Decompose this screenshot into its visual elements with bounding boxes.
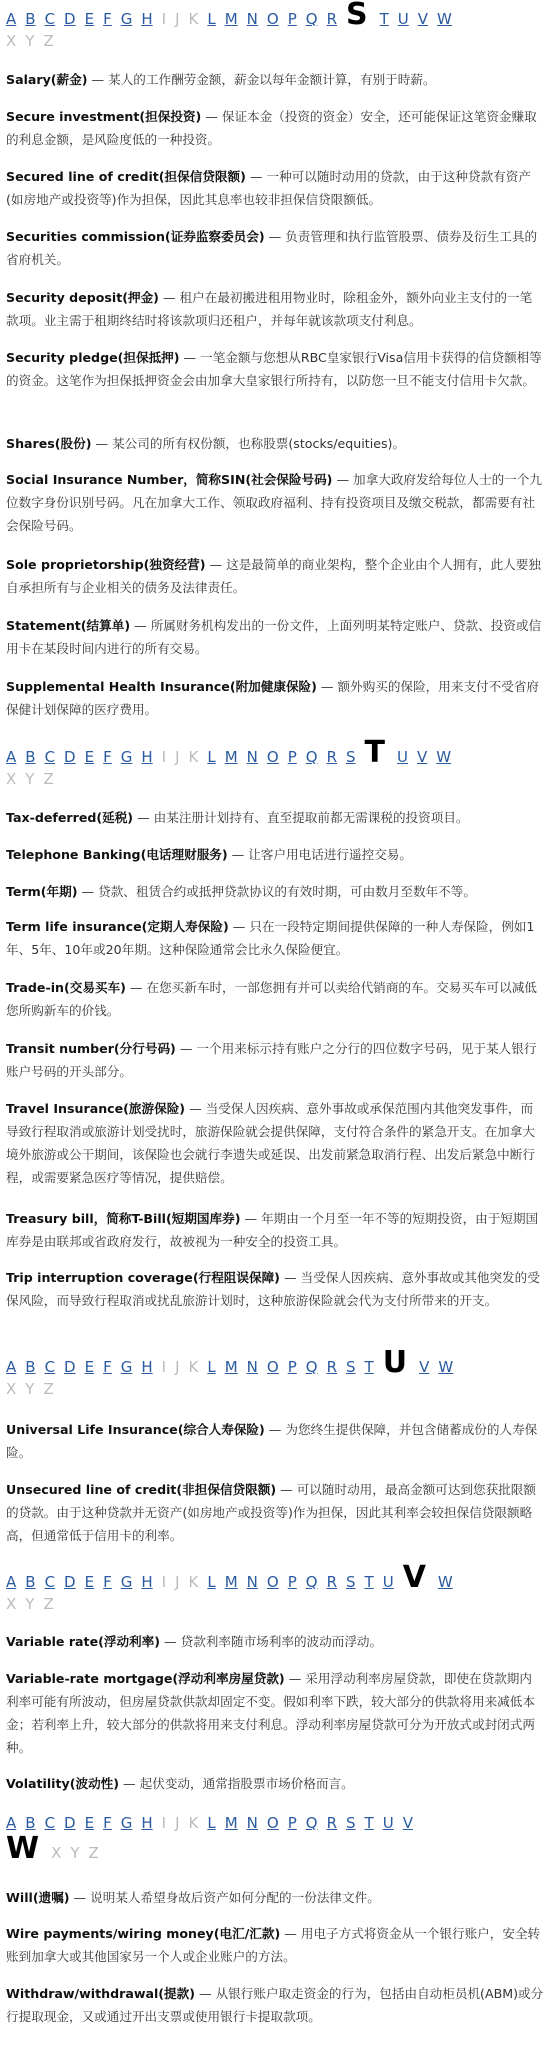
glossary-entry bbox=[6, 1266, 544, 1312]
nav-letter-p[interactable]: P bbox=[287, 748, 297, 766]
nav-letter-h[interactable]: H bbox=[141, 748, 153, 766]
nav-letter-p[interactable]: P bbox=[287, 1358, 297, 1376]
nav-letter-m[interactable]: M bbox=[224, 10, 238, 28]
entry-term: Trade-in(交易买车) bbox=[6, 980, 126, 995]
entry-term: Shares(股份) bbox=[6, 436, 92, 451]
nav-letter-k: K bbox=[188, 1573, 199, 1591]
nav-letter-c[interactable]: C bbox=[44, 1814, 56, 1832]
current-letter-t: T bbox=[364, 735, 386, 770]
nav-letter-o[interactable]: O bbox=[266, 10, 279, 28]
nav-letter-z: Z bbox=[43, 1380, 54, 1398]
alphabet-line-1 bbox=[6, 1812, 546, 1834]
glossary-entry bbox=[6, 432, 544, 455]
nav-letter-u[interactable]: U bbox=[397, 748, 408, 766]
glossary-entry bbox=[6, 806, 544, 829]
current-letter-s: S bbox=[346, 0, 368, 32]
entry-definition: — 租户在最初搬进租用物业时，除租金外，额外向业主支付的一笔款项。业主需于租期终结时将该款项归还租户，并每年就该款项支付利息。 bbox=[6, 290, 533, 328]
nav-letter-f[interactable]: F bbox=[103, 1814, 112, 1832]
entry-definition: — 贷款、租赁合约或抵押贷款协议的有效时期，可由数月至数年不等。 bbox=[77, 884, 476, 899]
nav-letter-c[interactable]: C bbox=[44, 1358, 56, 1376]
nav-letter-m[interactable]: M bbox=[224, 748, 238, 766]
nav-letter-c[interactable]: C bbox=[44, 748, 56, 766]
nav-letter-d[interactable]: D bbox=[64, 1573, 76, 1591]
nav-letter-e[interactable]: E bbox=[84, 1358, 95, 1376]
nav-letter-o[interactable]: O bbox=[266, 748, 279, 766]
nav-letter-m[interactable]: M bbox=[224, 1358, 238, 1376]
entry-definition: — 某公司的所有权份额，也称股票(stocks/equities)。 bbox=[91, 436, 406, 451]
nav-letter-e[interactable]: E bbox=[84, 10, 95, 28]
entry-term: Treasury bill，简称T-Bill(短期国库券) bbox=[6, 1211, 241, 1226]
nav-letter-e[interactable]: E bbox=[84, 1573, 95, 1591]
nav-letter-w[interactable]: W bbox=[438, 1358, 454, 1376]
glossary-entry bbox=[6, 553, 544, 599]
alphabet-nav-s bbox=[6, 0, 546, 52]
nav-letter-b[interactable]: B bbox=[25, 1358, 36, 1376]
nav-letter-d[interactable]: D bbox=[64, 748, 76, 766]
entry-term: Social Insurance Number，简称SIN(社会保险号码) bbox=[6, 472, 333, 487]
nav-letter-a[interactable]: A bbox=[6, 1358, 17, 1376]
glossary-entry bbox=[6, 1037, 544, 1083]
nav-letter-s[interactable]: S bbox=[346, 1814, 356, 1832]
current-letter-w: W bbox=[6, 1831, 40, 1866]
entry-definition: — 采用浮动利率房屋贷款，即使在贷款期内利率可能有所波动，但房屋贷款供款却固定不变。假如利率下跌，较大部分的供款将用来减低本金；若利率上升，较大部分的供款将用来支付利息。浮动利率房屋贷款可分为开放式或封闭式两种。 bbox=[6, 1671, 535, 1755]
nav-letter-o[interactable]: O bbox=[266, 1358, 279, 1376]
entry-term: Supplemental Health Insurance(附加健康保险) bbox=[6, 679, 317, 694]
glossary-entry bbox=[6, 976, 544, 1022]
nav-letter-x: X bbox=[6, 770, 17, 788]
nav-letter-m[interactable]: M bbox=[224, 1814, 238, 1832]
nav-letter-q[interactable]: Q bbox=[305, 1814, 318, 1832]
nav-letter-k: K bbox=[188, 1358, 199, 1376]
entry-term: Telephone Banking(电话理财服务) bbox=[6, 847, 228, 862]
glossary-entry bbox=[6, 1097, 544, 1189]
nav-letter-g[interactable]: G bbox=[120, 1358, 133, 1376]
alphabet-line-1 bbox=[6, 0, 546, 30]
entry-definition: — 只在一段特定期间提供保障的一种人寿保险，例如1年、5年、10年或20年期。这种保险通常会比永久保险便宜。 bbox=[6, 919, 535, 957]
glossary-entry bbox=[6, 1418, 544, 1464]
entry-term: Unsecured line of credit(非担保信贷限额) bbox=[6, 1482, 277, 1497]
nav-letter-i: I bbox=[161, 748, 167, 766]
glossary-entry bbox=[6, 843, 544, 866]
glossary-entry bbox=[6, 1772, 544, 1795]
nav-letter-l[interactable]: L bbox=[207, 10, 216, 28]
alphabet-nav-t bbox=[6, 735, 546, 790]
glossary-entry bbox=[6, 225, 544, 271]
entry-term: Volatility(波动性) bbox=[6, 1776, 120, 1791]
entry-term: Sole proprietorship(独资经营) bbox=[6, 557, 206, 572]
entry-term: Securities commission(证券监察委员会) bbox=[6, 229, 265, 244]
nav-letter-e[interactable]: E bbox=[84, 1814, 95, 1832]
entry-definition: — 一笔金额与您想从RBC皇家银行Visa信用卡获得的信贷额相等的资金。这笔作为担保抵押资金会由加拿大皇家银行所持有，以防您一旦不能支付信用卡欠款。 bbox=[6, 350, 542, 388]
nav-letter-j: J bbox=[175, 1358, 180, 1376]
entry-term: Wire payments/wiring money(电汇/汇款) bbox=[6, 1926, 281, 1941]
nav-letter-f[interactable]: F bbox=[103, 748, 112, 766]
entry-term: Will(遗嘱) bbox=[6, 1890, 70, 1905]
nav-letter-q[interactable]: Q bbox=[305, 1358, 318, 1376]
alphabet-line-2 bbox=[6, 1593, 546, 1615]
nav-letter-q[interactable]: Q bbox=[305, 10, 318, 28]
nav-letter-l[interactable]: L bbox=[207, 1814, 216, 1832]
entry-definition: — 当受保人因疾病、意外事故或承保范围内其他突发事件，而导致行程取消或旅游计划受扰时，旅游保险就会提供保障，支付符合条件的紧急开支。在加拿大境外旅游或公干期间，该保险也会就行李遗失或延误、出发前紧急取消行程、出发后紧急中断行程，或需要紧急医疗等情况，提供赔偿。 bbox=[6, 1101, 535, 1185]
nav-letter-r[interactable]: R bbox=[326, 1573, 338, 1591]
entry-term: Security deposit(押金) bbox=[6, 290, 159, 305]
nav-letter-t[interactable]: T bbox=[364, 1573, 374, 1591]
nav-letter-a[interactable]: A bbox=[6, 10, 17, 28]
nav-letter-l[interactable]: L bbox=[207, 1358, 216, 1376]
current-letter-v: V bbox=[402, 1560, 426, 1595]
nav-letter-t[interactable]: T bbox=[364, 1358, 374, 1376]
entry-definition: — 某人的工作酬劳金额，薪金以每年金额计算，有别于時薪。 bbox=[87, 72, 436, 87]
nav-letter-s[interactable]: S bbox=[346, 748, 356, 766]
entry-term: Tax-deferred(延税) bbox=[6, 810, 134, 825]
nav-letter-a[interactable]: A bbox=[6, 1814, 17, 1832]
entry-term: Universal Life Insurance(综合人寿保险) bbox=[6, 1422, 265, 1437]
entry-definition: — 说明某人希望身故后资产如何分配的一份法律文件。 bbox=[69, 1890, 380, 1905]
entry-definition: — 由某注册计划持有、直至提取前都无需课税的投资项目。 bbox=[133, 810, 469, 825]
nav-letter-r[interactable]: R bbox=[326, 10, 338, 28]
nav-letter-l[interactable]: L bbox=[207, 748, 216, 766]
nav-letter-s[interactable]: S bbox=[346, 1358, 356, 1376]
entry-definition: — 一种可以随时动用的贷款，由于这种贷款有资产(如房地产或投资等)作为担保，因此其息率也较非担保信贷限额低。 bbox=[6, 169, 531, 207]
glossary-entry bbox=[6, 1922, 544, 1968]
glossary-entry bbox=[6, 165, 544, 211]
nav-letter-j: J bbox=[175, 748, 180, 766]
nav-letter-l[interactable]: L bbox=[207, 1573, 216, 1591]
nav-letter-f[interactable]: F bbox=[103, 1573, 112, 1591]
nav-letter-r[interactable]: R bbox=[326, 1358, 338, 1376]
nav-letter-m[interactable]: M bbox=[224, 1573, 238, 1591]
nav-letter-f[interactable]: F bbox=[103, 10, 112, 28]
entry-term: Secure investment(担保投资) bbox=[6, 109, 202, 124]
nav-letter-x: X bbox=[51, 1844, 62, 1862]
alphabet-nav-u bbox=[6, 1345, 546, 1400]
nav-letter-q[interactable]: Q bbox=[305, 1573, 318, 1591]
nav-letter-y: Y bbox=[25, 1380, 35, 1398]
nav-letter-d[interactable]: D bbox=[64, 1814, 76, 1832]
nav-letter-i: I bbox=[161, 1814, 167, 1832]
entry-term: Secured line of credit(担保信贷限额) bbox=[6, 169, 246, 184]
nav-letter-x: X bbox=[6, 1595, 17, 1613]
nav-letter-w[interactable]: W bbox=[437, 10, 452, 28]
entry-term: Statement(结算单) bbox=[6, 618, 131, 633]
nav-letter-c[interactable]: C bbox=[44, 10, 56, 28]
entry-definition: — 加拿大政府发给每位人士的一个九位数字身份识别号码。凡在加拿大工作、领取政府福利、持有投资项目及缴交税款，都需要有社会保险号码。 bbox=[6, 472, 542, 533]
nav-letter-w[interactable]: W bbox=[437, 1573, 453, 1591]
entry-definition: — 额外购买的保险，用来支付不受省府保健计划保障的医疗费用。 bbox=[6, 679, 540, 717]
nav-letter-z: Z bbox=[88, 1844, 99, 1862]
nav-letter-y: Y bbox=[70, 1844, 80, 1862]
entry-term: Withdraw/withdrawal(提款) bbox=[6, 1986, 195, 2001]
glossary-entry bbox=[6, 468, 544, 537]
entry-term: Transit number(分行号码) bbox=[6, 1041, 176, 1056]
nav-letter-d[interactable]: D bbox=[64, 1358, 76, 1376]
nav-letter-k: K bbox=[188, 10, 199, 28]
nav-letter-h[interactable]: H bbox=[141, 1358, 153, 1376]
current-letter-u: U bbox=[382, 1345, 408, 1380]
entry-definition: — 这是最简单的商业架构，整个企业由个人拥有，此人要独自承担所有与企业相关的债务及法律责任。 bbox=[6, 557, 541, 595]
nav-letter-a[interactable]: A bbox=[6, 748, 17, 766]
glossary-entry bbox=[6, 286, 544, 332]
nav-letter-k: K bbox=[188, 748, 199, 766]
nav-letter-i: I bbox=[161, 1573, 167, 1591]
glossary-entry bbox=[6, 880, 544, 903]
nav-letter-v[interactable]: V bbox=[419, 1358, 430, 1376]
alphabet-line-2 bbox=[6, 768, 546, 790]
alphabet-line-2 bbox=[6, 30, 546, 52]
nav-letter-y: Y bbox=[25, 1595, 35, 1613]
entry-definition: — 从银行账户取走资金的行为，包括由自动柜员机(ABM)或分行提取现金，又或通过开出支票或使用银行卡提取款项。 bbox=[6, 1986, 544, 2024]
nav-letter-n[interactable]: N bbox=[246, 1573, 258, 1591]
entry-definition: — 当受保人因疾病、意外事故或其他突发的受保风险，而导致行程取消或扰乱旅游计划时，这种旅游保险就会代为支付所带来的开支。 bbox=[6, 1270, 540, 1308]
glossary-entry bbox=[6, 1982, 544, 2028]
nav-letter-r[interactable]: R bbox=[326, 748, 338, 766]
alphabet-line-2 bbox=[6, 1831, 546, 1866]
nav-letter-y: Y bbox=[25, 770, 35, 788]
nav-letter-z: Z bbox=[43, 32, 54, 50]
alphabet-line-1 bbox=[6, 1345, 546, 1380]
nav-letter-u[interactable]: U bbox=[382, 1814, 394, 1832]
nav-letter-v[interactable]: V bbox=[417, 748, 428, 766]
nav-letter-g[interactable]: G bbox=[120, 1573, 133, 1591]
glossary-entry bbox=[6, 1207, 544, 1253]
nav-letter-g[interactable]: G bbox=[120, 748, 133, 766]
glossary-entry bbox=[6, 1886, 544, 1909]
entry-term: Variable-rate mortgage(浮动利率房屋贷款) bbox=[6, 1671, 285, 1686]
glossary-entry bbox=[6, 105, 544, 151]
glossary-entry bbox=[6, 68, 544, 91]
alphabet-nav-v bbox=[6, 1560, 546, 1615]
entry-definition: — 一个用来标示持有账户之分行的四位数字号码，见于某人银行账户号码的开头部分。 bbox=[6, 1041, 537, 1079]
entry-term: Travel Insurance(旅游保险) bbox=[6, 1101, 186, 1116]
nav-letter-p[interactable]: P bbox=[287, 10, 297, 28]
nav-letter-p[interactable]: P bbox=[287, 1814, 297, 1832]
glossary-entry bbox=[6, 675, 544, 721]
nav-letter-j: J bbox=[175, 1573, 180, 1591]
entry-definition: — 在您买新车时，一部您拥有并可以卖给代销商的车。交易买车可以减低您所购新车的价钱。 bbox=[6, 980, 537, 1018]
alphabet-line-1 bbox=[6, 735, 546, 770]
nav-letter-u[interactable]: U bbox=[382, 1573, 394, 1591]
entry-definition: — 负责管理和执行监管股票、债券及衍生工具的省府机关。 bbox=[6, 229, 538, 267]
nav-letter-z: Z bbox=[43, 770, 54, 788]
nav-letter-g[interactable]: G bbox=[120, 10, 133, 28]
nav-letter-o[interactable]: O bbox=[266, 1814, 279, 1832]
nav-letter-b[interactable]: B bbox=[25, 10, 36, 28]
nav-letter-j: J bbox=[175, 1814, 180, 1832]
nav-letter-q[interactable]: Q bbox=[305, 748, 318, 766]
nav-letter-z: Z bbox=[43, 1595, 54, 1613]
nav-letter-s[interactable]: S bbox=[346, 1573, 356, 1591]
entry-definition: — 起伏变动，通常指股票市场价格而言。 bbox=[119, 1776, 354, 1791]
nav-letter-h[interactable]: H bbox=[141, 10, 153, 28]
nav-letter-i: I bbox=[161, 1358, 167, 1376]
nav-letter-a[interactable]: A bbox=[6, 1573, 17, 1591]
nav-letter-x: X bbox=[6, 32, 17, 50]
entry-definition: — 让客户用电话进行遥控交易。 bbox=[227, 847, 412, 862]
nav-letter-d[interactable]: D bbox=[64, 10, 76, 28]
nav-letter-n[interactable]: N bbox=[246, 10, 258, 28]
nav-letter-u[interactable]: U bbox=[397, 10, 409, 28]
glossary-entry bbox=[6, 1630, 544, 1653]
alphabet-nav-w bbox=[6, 1812, 546, 1864]
entry-definition: — 保证本金（投资的资金）安全，还可能保证这笔资金赚取的利息金额，是风险度低的一种投资。 bbox=[6, 109, 537, 147]
nav-letter-p[interactable]: P bbox=[287, 1573, 297, 1591]
nav-letter-h[interactable]: H bbox=[141, 1573, 153, 1591]
nav-letter-e[interactable]: E bbox=[84, 748, 95, 766]
nav-letter-k: K bbox=[188, 1814, 199, 1832]
entry-term: Term life insurance(定期人寿保险) bbox=[6, 919, 229, 934]
entry-term: Variable rate(浮动利率) bbox=[6, 1634, 160, 1649]
nav-letter-f[interactable]: F bbox=[103, 1358, 112, 1376]
nav-letter-n[interactable]: N bbox=[246, 1814, 258, 1832]
nav-letter-n[interactable]: N bbox=[246, 748, 258, 766]
alphabet-line-2 bbox=[6, 1378, 546, 1400]
nav-letter-r[interactable]: R bbox=[326, 1814, 338, 1832]
entry-term: Trip interruption coverage(行程阻误保障) bbox=[6, 1270, 280, 1285]
nav-letter-t[interactable]: T bbox=[364, 1814, 374, 1832]
entry-term: Term(年期) bbox=[6, 884, 78, 899]
entry-definition: — 贷款利率随市场利率的波动而浮动。 bbox=[160, 1634, 383, 1649]
glossary-entry bbox=[6, 1478, 544, 1547]
glossary-entry bbox=[6, 1667, 544, 1759]
entry-definition: — 所属财务机构发出的一份文件，上面列明某特定账户、贷款、投资或信用卡在某段时间内进行的所有交易。 bbox=[6, 618, 542, 656]
entry-definition: — 年期由一个月至一年不等的短期投资，由于短期国库券是由联邦或省政府发行，故被视为一种安全的投资工具。 bbox=[6, 1211, 539, 1249]
entry-term: Security pledge(担保抵押) bbox=[6, 350, 180, 365]
nav-letter-v[interactable]: V bbox=[402, 1814, 413, 1832]
nav-letter-x: X bbox=[6, 1380, 17, 1398]
nav-letter-c[interactable]: C bbox=[44, 1573, 56, 1591]
entry-definition: — 可以随时动用，最高金额可达到您获批限额的贷款。由于这种贷款并无资产(如房地产或投资等)作为担保，因此其利率会较担保信贷限额略高，但通常低于信用卡的利率。 bbox=[6, 1482, 536, 1543]
nav-letter-b[interactable]: B bbox=[25, 1814, 36, 1832]
entry-definition: — 为您终生提供保障，并包含储蓄成份的人寿保险。 bbox=[6, 1422, 538, 1460]
glossary-entry bbox=[6, 346, 544, 392]
nav-letter-t[interactable]: T bbox=[379, 10, 389, 28]
nav-letter-b[interactable]: B bbox=[25, 1573, 36, 1591]
nav-letter-v[interactable]: V bbox=[417, 10, 429, 28]
alphabet-line-1 bbox=[6, 1560, 546, 1595]
nav-letter-b[interactable]: B bbox=[25, 748, 36, 766]
nav-letter-i: I bbox=[161, 10, 167, 28]
nav-letter-w[interactable]: W bbox=[436, 748, 452, 766]
nav-letter-n[interactable]: N bbox=[246, 1358, 258, 1376]
nav-letter-o[interactable]: O bbox=[266, 1573, 279, 1591]
nav-letter-h[interactable]: H bbox=[141, 1814, 153, 1832]
entry-definition: — 用电子方式将资金从一个银行账户，安全转账到加拿大或其他国家另一个人或企业账户的方法。 bbox=[6, 1926, 541, 1964]
glossary-entry bbox=[6, 915, 544, 961]
nav-letter-j: J bbox=[175, 10, 180, 28]
nav-letter-y: Y bbox=[25, 32, 35, 50]
entry-term: Salary(薪金) bbox=[6, 72, 88, 87]
glossary-entry bbox=[6, 614, 544, 660]
nav-letter-g[interactable]: G bbox=[120, 1814, 133, 1832]
